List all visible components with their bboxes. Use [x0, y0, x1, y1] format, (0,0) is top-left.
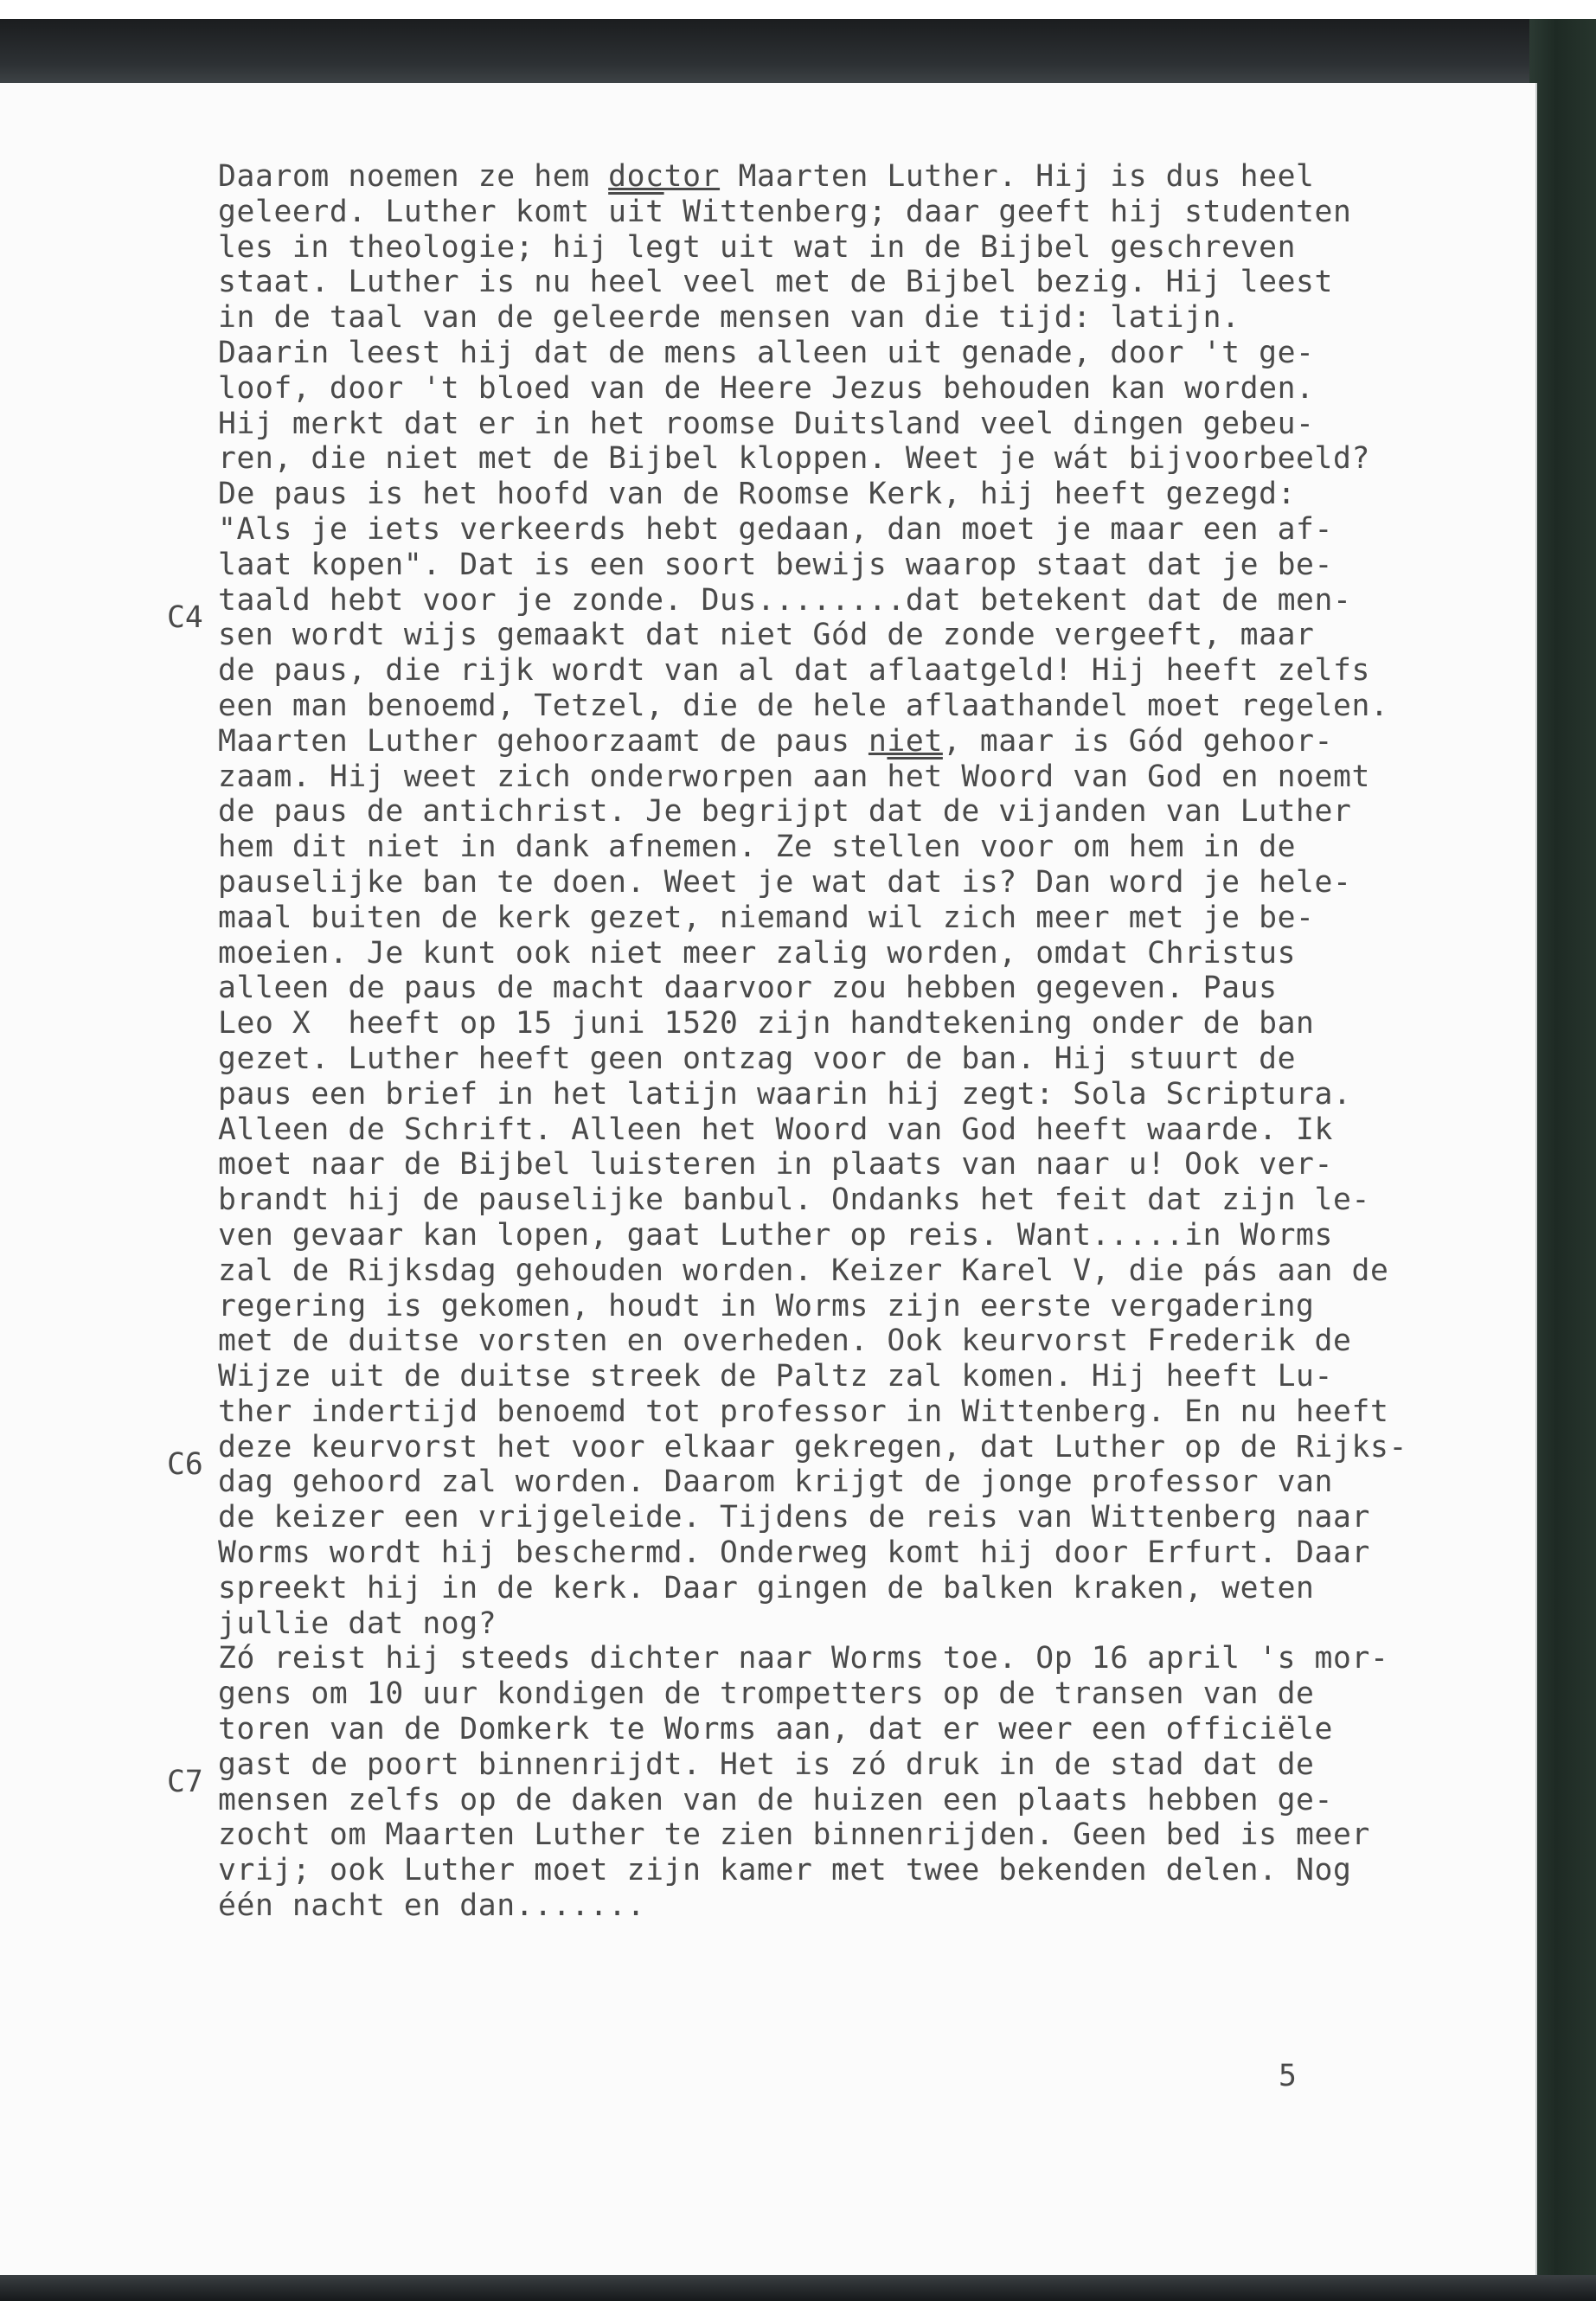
text-line: Worms wordt hij beschermd. Onderweg komt hij door Erfurt. Daar — [218, 1535, 1370, 1571]
text-line: één nacht en dan....... — [218, 1888, 646, 1924]
margin-label-c7: C7 — [167, 1765, 203, 1799]
text-line: mensen zelfs op de daken van de huizen een plaats hebben ge- — [218, 1782, 1334, 1817]
text-line: les in theologie; hij legt uit wat in de Bijbel geschreven — [218, 229, 1297, 265]
text-line: brandt hij de pauselijke banbul. Ondanks het feit dat zijn le- — [218, 1183, 1370, 1218]
text-line: Wijze uit de duitse streek de Paltz zal komen. Hij heeft Lu- — [218, 1359, 1334, 1394]
text-line: "Als je iets verkeerds hebt gedaan, dan moet je maar een af- — [218, 511, 1334, 547]
text-line: dag gehoord zal worden. Daarom krijgt de jonge professor van — [218, 1465, 1334, 1500]
text-line: in de taal van de geleerde mensen van die tijd: latijn. — [218, 300, 1240, 336]
text-line: alleen de paus de macht daarvoor zou hebben gegeven. Paus — [218, 971, 1278, 1006]
text-line: spreekt hij in de kerk. Daar gingen de balken kraken, weten — [218, 1570, 1315, 1606]
text-line: hem dit niet in dank afnemen. Ze stellen voor om hem in de — [218, 830, 1297, 865]
page-number: 5 — [1279, 2059, 1297, 2093]
text-line: de paus de antichrist. Je begrijpt dat de vijanden van Luther — [218, 794, 1352, 830]
text-line: laat kopen". Dat is een soort bewijs waarop staat dat je be- — [218, 547, 1334, 582]
text-line: sen wordt wijs gemaakt dat niet Gód de zonde vergeeft, maar — [218, 618, 1315, 653]
text-line: gens om 10 uur kondigen de trompetters op de transen van de — [218, 1676, 1315, 1712]
emphasized-word: $\overline{het}$ — [887, 759, 943, 794]
text-line: de paus, die rijk wordt van al dat aflaatgeld! Hij heeft zelfs — [218, 653, 1370, 689]
text-line: moet naar de Bijbel luisteren in plaats van naar u! Ook ver- — [218, 1147, 1334, 1183]
text-line: moeien. Je kunt ook niet meer zalig worden, omdat Christus — [218, 935, 1297, 971]
text-line: vrij; ook Luther moet zijn kamer met twee bekenden delen. Nog — [218, 1853, 1352, 1888]
text-line: ren, die niet met de Bijbel kloppen. Weet je wát bijvoorbeeld? — [218, 441, 1370, 477]
body-text — [218, 159, 1412, 1924]
text-line: staat. Luther is nu heel veel met de Bijbel bezig. Hij leest — [218, 265, 1334, 300]
scan-bottom-edge — [0, 2275, 1596, 2301]
text-line: Zó reist hij steeds dichter naar Worms toe. Op 16 april 's mor- — [218, 1641, 1389, 1676]
text-line: gast de poort binnenrijdt. Het is zó druk in de stad dat de — [218, 1747, 1315, 1782]
text-line: zocht om Maarten Luther te zien binnenrijden. Geen bed is meer — [218, 1817, 1370, 1853]
text-line: een man benoemd, Tetzel, die de hele aflaathandel moet regelen. — [218, 688, 1389, 723]
text-line: deze keurvorst het voor elkaar gekregen, dat Luther op de Rijks- — [218, 1429, 1407, 1465]
scan-top-edge — [0, 19, 1557, 84]
text-line: gezet. Luther heeft geen ontzag voor de ban. Hij stuurt de — [218, 1041, 1297, 1076]
emphasized-word: $\overline{uit}$ — [608, 194, 664, 229]
text-line: taald hebt voor je zonde. Dus........dat betekent dat de men- — [218, 582, 1352, 618]
text-line: Alleen de Schrift. Alleen het Woord van God heeft waarde. Ik — [218, 1112, 1334, 1147]
text-line: Maarten Luther gehoorzaamt de paus niet, maar is Gód gehoor- — [218, 723, 1334, 759]
text-line: geleerd. Luther komt $\overline{uit}$ Wittenberg; daar geeft hij studenten — [218, 194, 1352, 229]
text-line: Daarin leest hij dat de mens alleen uit genade, door 't ge- — [218, 335, 1315, 370]
text-line: ven gevaar kan lopen, gaat Luther op reis. Want.....in Worms — [218, 1217, 1334, 1253]
text-line: loof, door 't bloed van de Heere Jezus behouden kan worden. — [218, 370, 1315, 406]
margin-label-c6: C6 — [167, 1447, 203, 1482]
text-line: regering is gekomen, houdt in Worms zijn eerste vergadering — [218, 1288, 1315, 1324]
text-line: Leo X heeft op 15 juni 1520 zijn handtekening onder de ban — [218, 1006, 1315, 1042]
text-line: paus een brief in het latijn waarin hij zegt: Sola Scriptura. — [218, 1076, 1352, 1112]
text-line: zal de Rijksdag gehouden worden. Keizer Karel V, die pás aan de — [218, 1253, 1389, 1288]
text-line: maal buiten de kerk gezet, niemand wil zich meer met je be- — [218, 900, 1315, 935]
text-line: zaam. Hij weet zich onderworpen aan $\overline{het}$ Woord van God en noemt — [218, 759, 1370, 794]
binding-edge — [1529, 19, 1596, 2301]
text-line: pauselijke ban te doen. Weet je wat dat is? Dan word je hele- — [218, 864, 1352, 900]
text-line: toren van de Domkerk te Worms aan, dat er weer een officiële — [218, 1712, 1334, 1747]
margin-label-c4: C4 — [167, 600, 203, 635]
text-line: ther indertijd benoemd tot professor in Wittenberg. En nu heeft — [218, 1394, 1389, 1429]
text-line: de keizer een vrijgeleide. Tijdens de reis van Wittenberg naar — [218, 1500, 1370, 1535]
text-line: Hij merkt dat er in het roomse Duitsland veel dingen gebeu- — [218, 406, 1315, 441]
emphasized-word: doctor — [608, 159, 721, 194]
text-line: jullie dat nog? — [218, 1606, 497, 1641]
emphasized-word: niet — [868, 723, 943, 759]
text-line: met de duitse vorsten en overheden. Ook keurvorst Frederik de — [218, 1324, 1352, 1359]
text-line: Daarom noemen ze hem doctor Maarten Luther. Hij is dus heel — [218, 159, 1315, 194]
text-line: De paus is het hoofd van de Roomse Kerk, hij heeft gezegd: — [218, 477, 1297, 512]
